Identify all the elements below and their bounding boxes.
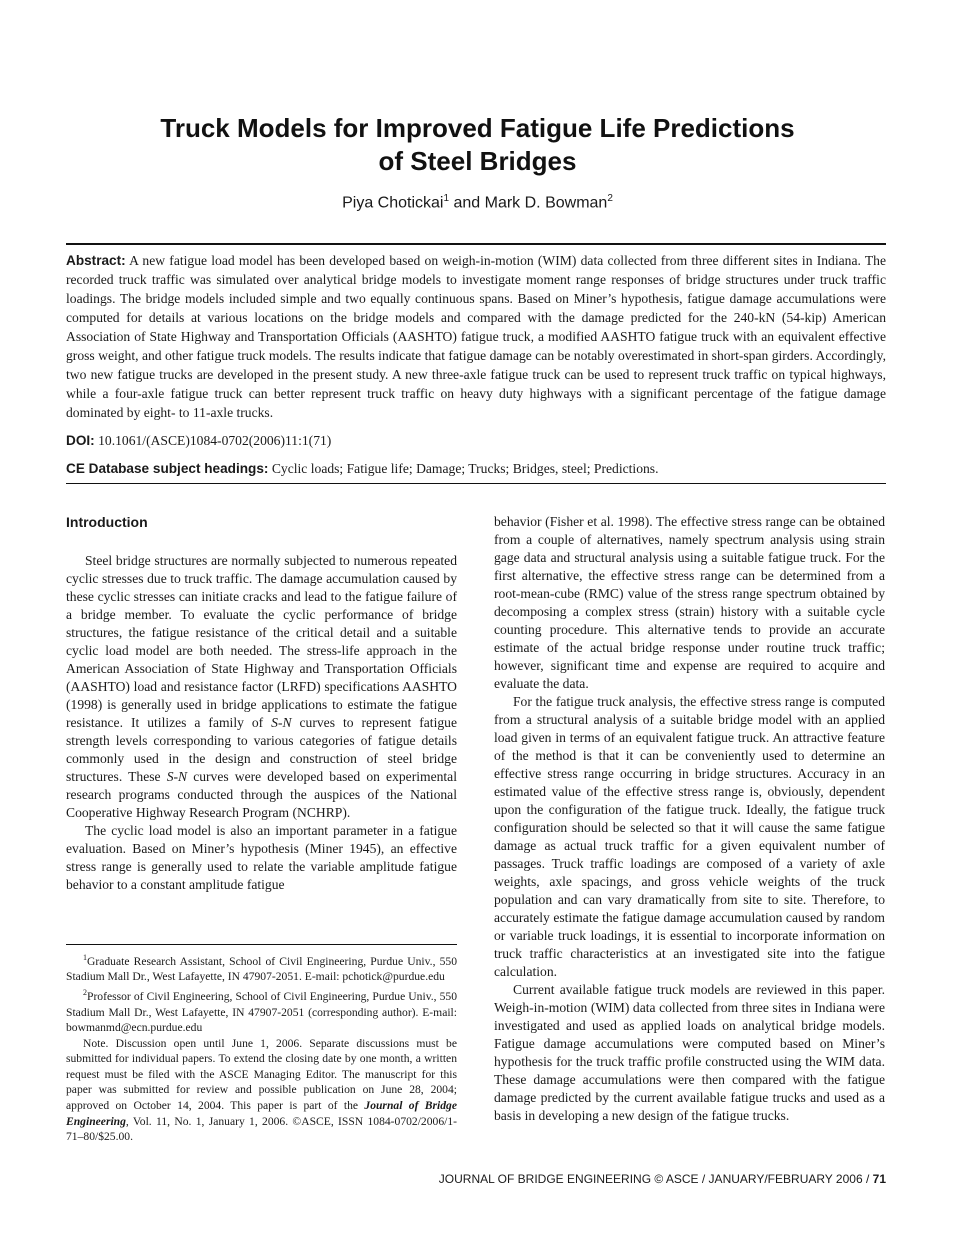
- section-heading-introduction: Introduction: [66, 514, 148, 530]
- abstract-bottom-rule: [66, 483, 886, 484]
- intro-paragraph-2: The cyclic load model is also an important parameter in a fatigue evaluation. Based on Miner’s hypothesis (Miner 1945), an effective stress range is generally used to relate the variable amplitude fatigue behavior to a constant amplitude fatigue: [66, 823, 457, 892]
- journal-name: Journal of Bridge Engineering: [66, 1099, 458, 1128]
- footnote-2: [66, 985, 457, 1036]
- body-paragraph-continued: behavior (Fisher et al. 1998). The effective stress range can be obtained from a couple of alternatives, namely spectrum analysis using strain gage data and structural analysis using a suitable fatigue truck. For the first alternative, the effective stress range can be determined from a root-mean-cube (RMC) value of the stress range spectrum obtained by decomposing a complex stress (strain) history with a suitable cycle counting procedure. This alternative tends to provide an accurate estimate of the actual bridge response under routine truck traffic; however, significant time and expense are required to acquire and evaluate the data.: [494, 514, 885, 691]
- doi-value[interactable]: 10.1061/(ASCE)1084-0702(2006)11:1(71): [98, 433, 332, 448]
- footnote-1: [66, 950, 457, 985]
- author-1: Piya Chotickai: [342, 194, 444, 212]
- intro-p1-text-b: curves to represent fatigue strength levels corresponding to various categories of fatigue details commonly used in the design and construction of steel bridge structures. These: [66, 715, 457, 784]
- left-column: [66, 513, 457, 894]
- body-paragraph-current-models: Current available fatigue truck models are reviewed in this paper. Weigh-in-motion (WIM) data collected from three sites in Indiana were investigated and used as applied loads on analytical bridge models. Fatigue damage accumulations were computed based on Miner’s hypothesis for the truck traffic profile constructed using the WIM data. These damage accumulations were then compared with the fatigue damage predicted by the current available fatigue trucks and used as a basis in developing a new design of the fatigue trucks.: [494, 982, 885, 1123]
- footnote-1-mark: 1: [83, 953, 87, 962]
- abstract-text: A new fatigue load model has been developed based on weigh-in-motion (WIM) data collected from three different sites in Indiana. The recorded truck traffic was simulated over analytical bridge models to investigate moment range responses of bridge structures under truck traffic loadings. The bridge models included simple and two equally continuous spans. Based on Miner’s hypothesis, fatigue damage accumulations were computed for details at various locations on the bridge models and compared with the damage predicted for the 240-kN (54-kip) American Association of State Highway and Transportation Officials (AASHTO) fatigue truck, a modified AASHTO fatigue truck with an equivalent effective gross weight, and other fatigue truck models. The results indicate that fatigue damage can be notably overestimated in short-span girders. Accordingly, two new fatigue trucks are developed in the present study. A new three-axle fatigue truck can be used to represent truck traffic on typical highways, while a four-axle fatigue truck can better represent truck traffic on heavy duty highways with a significant percentage of the fatigue damage dominated by eight- to 11-axle trucks.: [66, 253, 886, 420]
- abstract-label: Abstract:: [66, 253, 126, 268]
- author-2: Mark D. Bowman: [484, 194, 608, 212]
- publication-note: [66, 1036, 457, 1145]
- intro-paragraph-1: [66, 552, 457, 822]
- author-1-affiliation-mark: 1: [443, 193, 450, 204]
- author-2-affiliation-mark: 2: [607, 193, 613, 204]
- sn-term-1: S-N: [271, 715, 292, 730]
- footnote-2-text: Professor of Civil Engineering, School of Civil Engineering, Purdue Univ., 550 Stadium Mall Dr., West Lafayette, IN 47907-2051 (corresponding author). E-mail: bowmanmd@ecn.purdue.edu: [66, 989, 457, 1035]
- right-column: [494, 513, 885, 1125]
- footnote-2-mark: 2: [83, 988, 87, 998]
- paper-title: [0, 112, 955, 178]
- footnote-rule: [66, 944, 457, 945]
- author-list: [0, 193, 955, 212]
- page-number: 71: [872, 1172, 886, 1186]
- abstract-top-rule: [66, 243, 886, 245]
- sn-term-2: S-N: [166, 769, 188, 784]
- author-connector: and: [449, 194, 485, 212]
- abstract: [66, 251, 886, 422]
- subject-headings-label: CE Database subject headings:: [66, 461, 269, 476]
- footnotes: [66, 950, 457, 1145]
- footnote-1-text: Graduate Research Assistant, School of Civil Engineering, Purdue Univ., 550 Stadium Mall Dr., West Lafayette, IN 47907-2051. E-mail: pchotick@purdue.edu: [66, 954, 457, 984]
- running-footer: [66, 1172, 886, 1186]
- body-paragraph-fatigue-truck-analysis: For the fatigue truck analysis, the effective stress range is computed from a structural analysis of a suitable bridge model with an applied load given in terms of an equivalent fatigue truck. An attractive feature of the method is that it can be conveniently used to determine an effective stress range occurring in bridge structures. Accuracy in an estimated value of the effective stress range is, obviously, dependent upon the configuration of the fatigue truck. Ideally, the fatigue truck configuration should be selected so that it will cause the same fatigue damage as actual truck traffic for a given equivalent number of passages. Truck traffic loadings are composed of a variety of axle weights, axle spacings, and gross vehicle weights of the truck population and can vary dramatically from site to site. Therefore, to accurately estimate the fatigue damage accumulation caused by random or variable truck loadings, it is essential to incorporate information on truck traffic characteristics at an investigated site into the fatigue calculation.: [494, 694, 885, 979]
- doi-label: DOI:: [66, 433, 95, 448]
- note-text-a: Note. Discussion open until June 1, 2006. Separate discussions must be submitted for individual papers. To extend the closing date by one month, a written request must be filed with the ASCE Managing Editor. The manuscript for this paper was submitted for review and possible publication on June 28, 2004; approved on October 14, 2004. This paper is part of the: [66, 1036, 457, 1113]
- intro-p1-text-a: Steel bridge structures are normally subjected to numerous repeated cyclic stresses due to truck traffic. The damage accumulation caused by these cyclic stresses can initiate cracks and lead to the fatigue failure of a bridge member. To evaluate the cyclic performance of bridge structures, the fatigue resistance of the critical detail and a suitable cyclic load model are both needed. The stress-life approach in the American Association of State Highway and Transportation Officials (AASHTO) load and resistance factor (LRFD) specifications AASHTO (1998) is generally used in bridge applications to estimate the fatigue resistance. It utilizes a family of: [66, 553, 457, 730]
- note-text-b: , Vol. 11, No. 1, January 1, 2006. ©ASCE, ISSN 1084-0702/2006/1-71–80/$25.00.: [66, 1114, 457, 1144]
- subject-headings-value: Cyclic loads; Fatigue life; Damage; Trucks; Bridges, steel; Predictions.: [271, 461, 659, 476]
- running-footer-text: JOURNAL OF BRIDGE ENGINEERING © ASCE / JANUARY/FEBRUARY 2006 /: [438, 1172, 873, 1186]
- title-line-1: Truck Models for Improved Fatigue Life Predictions: [160, 113, 795, 143]
- subject-headings-line: [66, 461, 886, 477]
- title-line-2: of Steel Bridges: [378, 146, 577, 176]
- doi-line: [66, 433, 886, 449]
- intro-p1-text-c: curves were developed based on experimental research programs conducted through the auspices of the National Cooperative Highway Research Program (NCHRP).: [66, 769, 457, 820]
